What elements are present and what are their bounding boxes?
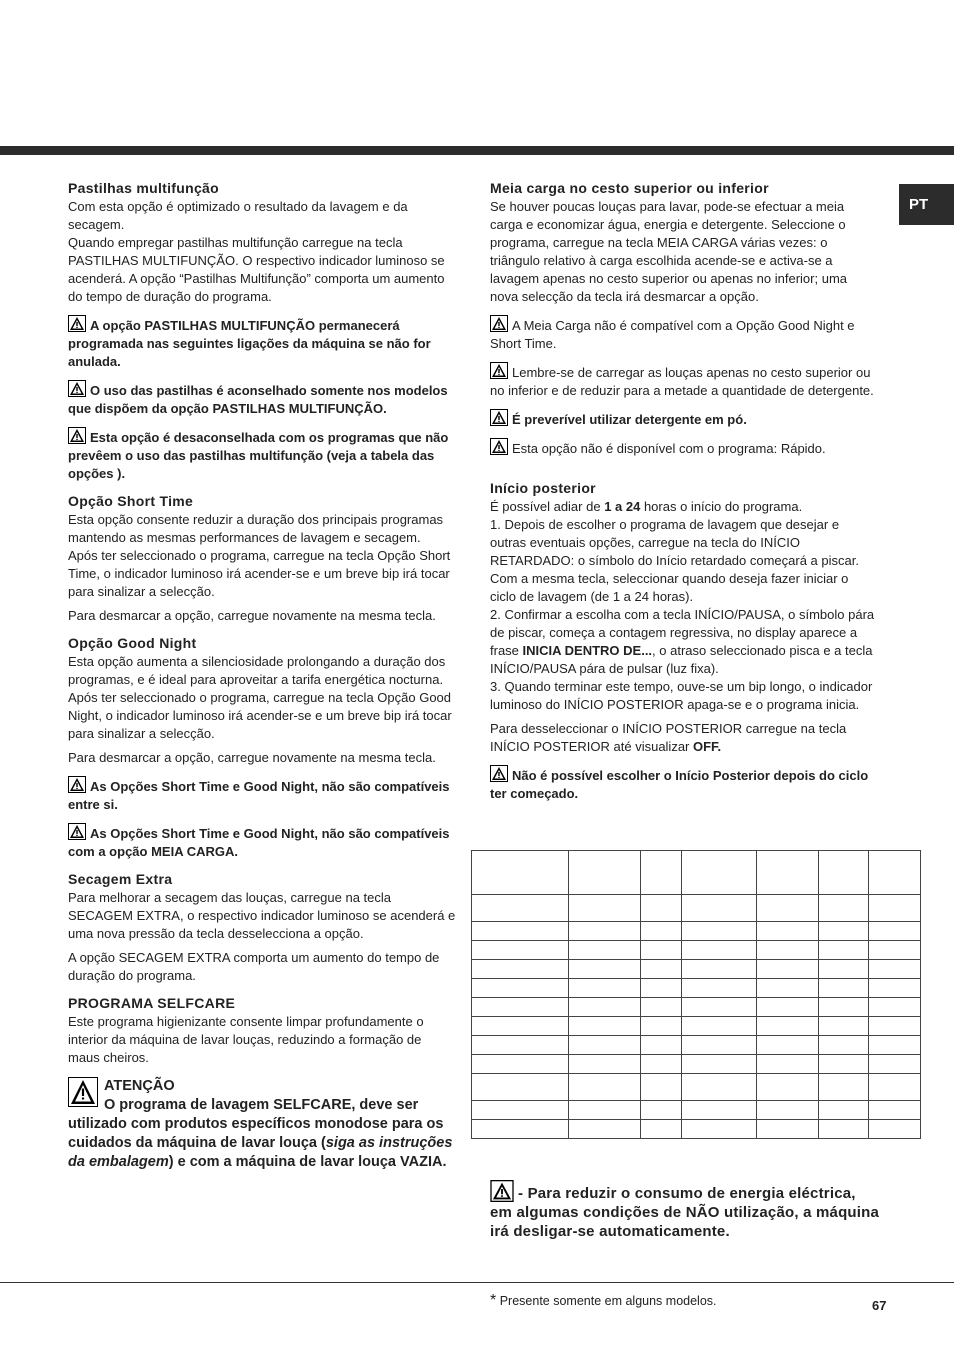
- right-column: [490, 180, 878, 803]
- table-row: [472, 895, 921, 922]
- page-number: 67: [872, 1298, 887, 1313]
- paragraph: Quando empregar pastilhas multifunção carregue na tecla PASTILHAS MULTIFUNÇÃO. O respectivo indicador luminoso se acenderá. A opção “Pastilhas Multifunção” comporta um aumento do tempo de duração do programa.: [68, 235, 445, 304]
- table-row: [472, 979, 921, 998]
- selfcare-warning: ATENÇÃO O programa de lavagem SELFCARE, deve ser utilizado com produtos específicos monodose para os cuidados da máquina de lavar louça (siga as instruções da embalagem) e com a máquina de lavar louça VAZIA.: [68, 1078, 453, 1170]
- options-table: [471, 850, 921, 1139]
- paragraph: Se houver poucas louças para lavar, pode-se efectuar a meia carga e economizar água, energia e detergente. Seleccione o programa, carregue na tecla MEIA CARGA várias vezes: o triângulo relativo à carga escolhida acende-se e activa-se a lavagem apenas no cesto superior ou apenas no inferior; uma nova selecção da tecla irá desmarcar a opção.: [490, 199, 847, 304]
- table-row: [472, 1074, 921, 1101]
- warning-icon: [490, 315, 508, 332]
- section-title-inicio-posterior: Início posterior: [490, 480, 596, 496]
- paragraph: Para melhorar a secagem das louças, carregue na tecla SECAGEM EXTRA, o respectivo indicador luminoso se acenderá e uma nova pressão da tecla desselecciona a opção.: [68, 890, 456, 941]
- warning-note: As Opções Short Time e Good Night, não são compatíveis entre si.: [68, 776, 456, 814]
- warning-icon: [490, 362, 508, 379]
- table-row: [472, 1017, 921, 1036]
- warning-icon: [490, 409, 508, 426]
- warning-note: É preverível utilizar detergente em pó.: [490, 409, 878, 429]
- warning-icon: [68, 823, 86, 840]
- warning-icon: [490, 765, 508, 782]
- table-row: [472, 960, 921, 979]
- table-row: [472, 922, 921, 941]
- paragraph: Para desmarcar a opção, carregue novamente na mesma tecla.: [68, 750, 436, 765]
- section-title-secagem-extra: Secagem Extra: [68, 871, 173, 887]
- table-row: [472, 941, 921, 960]
- section-title-pastilhas: Pastilhas multifunção: [68, 180, 219, 196]
- paragraph: 3. Quando terminar este tempo, ouve-se um bip longo, o indicador luminoso do INÍCIO POSTERIOR apaga-se e o programa inicia.: [490, 679, 873, 712]
- left-column: [68, 180, 456, 1172]
- table-row: [472, 851, 921, 895]
- paragraph: Para desseleccionar o INÍCIO POSTERIOR carregue na tecla INÍCIO POSTERIOR até visualizar OFF.: [490, 721, 847, 754]
- paragraph: A opção SECAGEM EXTRA comporta um aumento do tempo de duração do programa.: [68, 950, 440, 983]
- section-title-short-time: Opção Short Time: [68, 493, 194, 509]
- warning-note: Esta opção é desaconselhada com os programas que não prevêem o uso das pastilhas multifunção (veja a tabela das opções ).: [68, 427, 456, 483]
- section-title-good-night: Opção Good Night: [68, 635, 197, 651]
- warning-icon: [68, 427, 86, 444]
- footer-divider: [0, 1282, 954, 1283]
- footnote: * Presente somente em alguns modelos.: [490, 1292, 717, 1309]
- table-row: [472, 1120, 921, 1139]
- warning-icon: [68, 380, 86, 397]
- warning-note: A opção PASTILHAS MULTIFUNÇÃO permanecerá programada nas seguintes ligações da máquina se não for anulada.: [68, 315, 456, 371]
- paragraph: Após ter seleccionado o programa, carregue na tecla Opção Good Night, o indicador luminoso irá acender-se e um breve bip irá tocar para sinalizar a selecção.: [68, 690, 452, 741]
- table-row: [472, 998, 921, 1017]
- warning-icon: [490, 1180, 514, 1202]
- paragraph: Para desmarcar a opção, carregue novamente na mesma tecla.: [68, 608, 436, 623]
- paragraph: É possível adiar de 1 a 24 horas o início do programa.: [490, 499, 803, 514]
- warning-icon: [68, 315, 86, 332]
- paragraph: Com esta opção é optimizado o resultado da lavagem e da secagem.: [68, 199, 408, 232]
- warning-icon: [68, 1077, 98, 1107]
- warning-note: Não é possível escolher o Início Posterior depois do ciclo ter começado.: [490, 765, 878, 803]
- table-row: [472, 1055, 921, 1074]
- section-title-meia-carga: Meia carga no cesto superior ou inferior: [490, 180, 769, 196]
- warning-note: O uso das pastilhas é aconselhado somente nos modelos que dispõem da opção PASTILHAS MULTIFUNÇÃO.: [68, 380, 456, 418]
- warning-note: As Opções Short Time e Good Night, não são compatíveis com a opção MEIA CARGA.: [68, 823, 456, 861]
- table-row: [472, 1101, 921, 1120]
- table-row: [472, 1036, 921, 1055]
- paragraph: 2. Confirmar a escolha com a tecla INÍCIO/PAUSA, o símbolo pára de piscar, começa a contagem regressiva, no display aparece a frase INICIA DENTRO DE..., o atraso seleccionado pisca e a tecla INÍCIO/PAUSA pára de pulsar (luz fixa).: [490, 607, 875, 676]
- warning-note: A Meia Carga não é compatível com a Opção Good Night e Short Time.: [490, 315, 878, 353]
- warning-note: Esta opção não é disponível com o programa: Rápido.: [490, 438, 878, 458]
- warning-icon: [490, 438, 508, 455]
- paragraph: Esta opção consente reduzir a duração dos principais programas mantendo as mesmas performances de lavagem e secagem.: [68, 512, 444, 545]
- header-bar: [0, 146, 954, 155]
- warning-note: Lembre-se de carregar as louças apenas no cesto superior ou no inferior e de reduzir para a metade a quantidade de detergente.: [490, 362, 878, 400]
- paragraph: Esta opção aumenta a silenciosidade prolongando a duração dos programas, e é ideal para aproveitar a tarifa energética nocturna.: [68, 654, 446, 687]
- paragraph: Este programa higienizante consente limpar profundamente o interior da máquina de lavar louças, reduzindo a formação de maus cheiros.: [68, 1014, 424, 1065]
- warning-icon: [68, 776, 86, 793]
- language-tab: PT: [899, 184, 954, 225]
- section-title-selfcare: PROGRAMA SELFCARE: [68, 995, 236, 1011]
- energy-warning: - Para reduzir o consumo de energia eléctrica, em algumas condições de NÃO utilização, a máquina irá desligar-se automaticamente.: [490, 1180, 880, 1241]
- paragraph: Após ter seleccionado o programa, carregue na tecla Opção Short Time, o indicador luminoso irá acender-se e um breve bip irá tocar para sinalizar a selecção.: [68, 548, 451, 599]
- paragraph: 1. Depois de escolher o programa de lavagem que desejar e outras eventuais opções, carregue na tecla do INÍCIO RETARDADO: o símbolo do Início retardado começará a piscar. Com a mesma tecla, seleccionar quando deseja fazer iniciar o ciclo de lavagem (de 1 a 24 horas).: [490, 517, 859, 604]
